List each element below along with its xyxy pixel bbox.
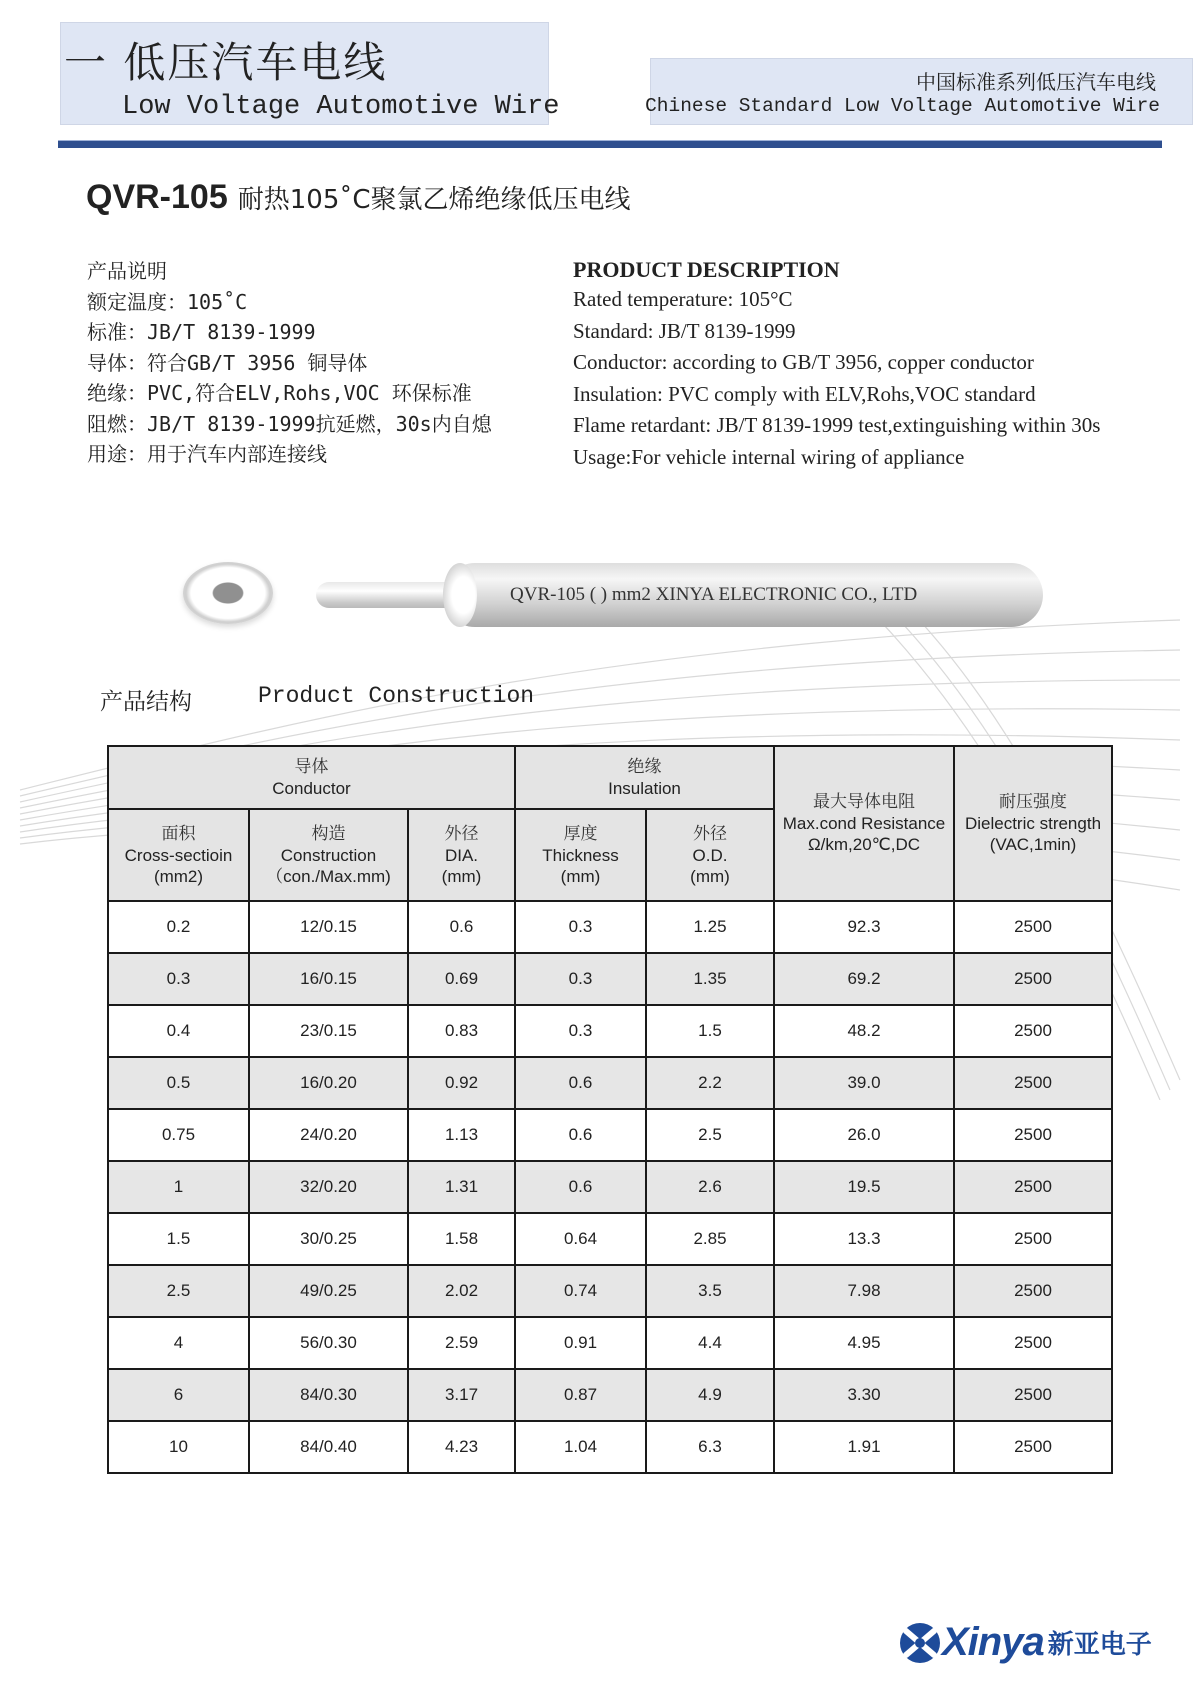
cell-thickness: 0.91: [515, 1317, 646, 1369]
cell-thickness: 0.6: [515, 1057, 646, 1109]
description-en-line: Conductor: according to GB/T 3956, copper conductor: [573, 350, 1034, 374]
cell-outer-dia: 6.3: [646, 1421, 774, 1473]
cell-construction: 16/0.20: [249, 1057, 408, 1109]
cell-conductor-dia: 2.02: [408, 1265, 515, 1317]
cell-dielectric-strength: 2500: [954, 953, 1112, 1005]
cell-construction: 32/0.20: [249, 1161, 408, 1213]
cell-cross-section: 1.5: [108, 1213, 249, 1265]
header-cross-section: [108, 809, 249, 901]
cell-outer-dia: 1.25: [646, 901, 774, 953]
cell-cross-section: 6: [108, 1369, 249, 1421]
cell-thickness: 0.87: [515, 1369, 646, 1421]
cell-thickness: 1.04: [515, 1421, 646, 1473]
header-group-insulation: [515, 746, 774, 809]
cell-dielectric-strength: 2500: [954, 901, 1112, 953]
description-cn-line: 标准：JB/T 8139-1999: [87, 320, 316, 344]
cell-max-resistance: 4.95: [774, 1317, 954, 1369]
cell-cross-section: 2.5: [108, 1265, 249, 1317]
cell-thickness: 0.64: [515, 1213, 646, 1265]
cell-max-resistance: 69.2: [774, 953, 954, 1005]
description-en: [573, 256, 1100, 473]
table-row: [108, 901, 1112, 953]
cell-conductor-dia: 2.59: [408, 1317, 515, 1369]
construction-heading-cn: 产品结构: [100, 689, 192, 715]
table-row: [108, 1317, 1112, 1369]
cell-construction: 49/0.25: [249, 1265, 408, 1317]
cell-max-resistance: 7.98: [774, 1265, 954, 1317]
cell-conductor-dia: 1.31: [408, 1161, 515, 1213]
description-cn: [87, 256, 492, 470]
description-en-line: Rated temperature: 105°C: [573, 287, 793, 311]
header-cn: 最大导体电阻: [813, 792, 915, 812]
header-en: Thickness: [542, 845, 619, 865]
header-cn: 绝缘: [627, 756, 662, 777]
header-rule: [58, 141, 1162, 148]
cell-dielectric-strength: 2500: [954, 1005, 1112, 1057]
cell-cross-section: 0.75: [108, 1109, 249, 1161]
specification-table-body: [108, 901, 1112, 1473]
header-conductor-dia: [408, 809, 515, 901]
cell-cross-section: 1: [108, 1161, 249, 1213]
cell-conductor-dia: 0.92: [408, 1057, 515, 1109]
header-dielectric-strength: [954, 746, 1112, 901]
header-en: Cross-sectioin: [124, 845, 233, 865]
wire-print-text: QVR-105 ( ) mm2 XINYA ELECTRONIC CO., LTD: [510, 584, 918, 605]
cell-construction: 84/0.40: [249, 1421, 408, 1473]
cell-dielectric-strength: 2500: [954, 1213, 1112, 1265]
cell-outer-dia: 2.6: [646, 1161, 774, 1213]
cell-cross-section: 0.3: [108, 953, 249, 1005]
cell-conductor-dia: 4.23: [408, 1421, 515, 1473]
cell-thickness: 0.3: [515, 953, 646, 1005]
cell-construction: 12/0.15: [249, 901, 408, 953]
logo-latin-text: Xinya: [942, 1620, 1044, 1664]
product-title-cn: 耐热105˚C聚氯乙烯绝缘低压电线: [237, 185, 631, 215]
header-unit: (VAC,1min): [989, 835, 1077, 854]
header-cn: 外径: [444, 823, 479, 844]
header-subtitle-en: Chinese Standard Low Voltage Automotive Wire: [645, 95, 1160, 117]
cell-max-resistance: 13.3: [774, 1213, 954, 1265]
wire-end-image: [443, 563, 477, 627]
cell-outer-dia: 1.35: [646, 953, 774, 1005]
cell-thickness: 0.6: [515, 1109, 646, 1161]
header-en: Construction: [280, 845, 377, 865]
header-cn: 导体: [294, 756, 329, 777]
table-row: [108, 1213, 1112, 1265]
cell-dielectric-strength: 2500: [954, 1265, 1112, 1317]
table-row: [108, 1369, 1112, 1421]
description-cn-line: 绝缘：PVC,符合ELV,Rohs,VOC 环保标准: [87, 381, 472, 405]
header-title-cn: 一 低压汽车电线: [64, 38, 388, 87]
header-en: DIA.: [444, 845, 479, 865]
cell-max-resistance: 3.30: [774, 1369, 954, 1421]
specification-table: [107, 745, 1113, 1474]
cell-cross-section: 0.5: [108, 1057, 249, 1109]
table-row: [108, 1161, 1112, 1213]
cell-max-resistance: 48.2: [774, 1005, 954, 1057]
cell-conductor-dia: 3.17: [408, 1369, 515, 1421]
header-group-conductor: [108, 746, 515, 809]
cell-max-resistance: 19.5: [774, 1161, 954, 1213]
header-en: Insulation: [608, 778, 681, 798]
table-row: [108, 1421, 1112, 1473]
table-row: [108, 1265, 1112, 1317]
header-en: Conductor: [272, 778, 351, 798]
cell-cross-section: 0.2: [108, 901, 249, 953]
header-cn: 构造: [311, 823, 346, 844]
cell-construction: 84/0.30: [249, 1369, 408, 1421]
header-unit: Ω/km,20℃,DC: [807, 835, 921, 854]
cell-outer-dia: 3.5: [646, 1265, 774, 1317]
table-row: [108, 953, 1112, 1005]
header-en: Dielectric strength: [964, 814, 1102, 833]
description-en-heading: PRODUCT DESCRIPTION: [573, 257, 840, 282]
header-unit: （con./Max.mm): [266, 866, 391, 886]
cell-construction: 16/0.15: [249, 953, 408, 1005]
cell-conductor-dia: 0.6: [408, 901, 515, 953]
cell-construction: 24/0.20: [249, 1109, 408, 1161]
product-model: QVR-105: [86, 178, 228, 216]
cell-construction: 23/0.15: [249, 1005, 408, 1057]
header-en: O.D.: [692, 845, 728, 865]
cell-dielectric-strength: 2500: [954, 1317, 1112, 1369]
cell-dielectric-strength: 2500: [954, 1369, 1112, 1421]
header-title-en: Low Voltage Automotive Wire: [122, 92, 560, 122]
cell-cross-section: 10: [108, 1421, 249, 1473]
cell-outer-dia: 4.4: [646, 1317, 774, 1369]
cell-conductor-dia: 1.13: [408, 1109, 515, 1161]
xinya-logo: [898, 1620, 1152, 1665]
wire-cross-section-image: [183, 562, 273, 624]
table-row: [108, 1005, 1112, 1057]
header-outer-dia: [646, 809, 774, 901]
cell-cross-section: 4: [108, 1317, 249, 1369]
header-unit: (mm): [441, 866, 482, 886]
header-cn: 厚度: [563, 823, 598, 844]
header-unit: (mm2): [153, 866, 204, 886]
description-en-line: Standard: JB/T 8139-1999: [573, 318, 796, 343]
header-unit: (mm): [560, 866, 601, 886]
cell-dielectric-strength: 2500: [954, 1161, 1112, 1213]
cell-thickness: 0.6: [515, 1161, 646, 1213]
cell-max-resistance: 92.3: [774, 901, 954, 953]
description-cn-line: 额定温度：105˚C: [87, 289, 248, 314]
cell-cross-section: 0.4: [108, 1005, 249, 1057]
cell-outer-dia: 2.2: [646, 1057, 774, 1109]
cell-construction: 56/0.30: [249, 1317, 408, 1369]
description-cn-line: 导体：符合GB/T 3956 铜导体: [87, 350, 368, 375]
cell-conductor-dia: 0.83: [408, 1005, 515, 1057]
cell-dielectric-strength: 2500: [954, 1057, 1112, 1109]
cell-dielectric-strength: 2500: [954, 1109, 1112, 1161]
cell-outer-dia: 2.5: [646, 1109, 774, 1161]
description-cn-heading: 产品说明: [87, 259, 167, 283]
product-title: [86, 178, 631, 217]
cell-conductor-dia: 0.69: [408, 953, 515, 1005]
construction-heading-en: Product Construction: [258, 683, 535, 709]
description-en-line: Flame retardant: JB/T 8139-1999 test,extinguishing within 30s: [573, 413, 1101, 437]
description-en-line: Insulation: PVC comply with ELV,Rohs,VOC standard: [573, 381, 1036, 406]
xinya-logo-mark-icon: [898, 1621, 942, 1665]
header-subtitle-cn: 中国标准系列低压汽车电线: [916, 70, 1156, 94]
description-en-line: Usage:For vehicle internal wiring of appliance: [573, 444, 965, 469]
cell-max-resistance: 39.0: [774, 1057, 954, 1109]
cell-dielectric-strength: 2500: [954, 1421, 1112, 1473]
header-cn: 外径: [693, 823, 727, 844]
cell-max-resistance: 26.0: [774, 1109, 954, 1161]
table-row: [108, 1109, 1112, 1161]
cell-thickness: 0.3: [515, 1005, 646, 1057]
cell-outer-dia: 1.5: [646, 1005, 774, 1057]
description-cn-line: 用途：用于汽车内部连接线: [87, 442, 327, 466]
cell-max-resistance: 1.91: [774, 1421, 954, 1473]
header-cn: 耐压强度: [999, 792, 1067, 812]
cell-conductor-dia: 1.58: [408, 1213, 515, 1265]
header-construction: [249, 809, 408, 901]
header-max-resistance: [774, 746, 954, 901]
table-row: [108, 1057, 1112, 1109]
cell-outer-dia: 2.85: [646, 1213, 774, 1265]
header-en: Max.cond Resistance: [782, 814, 946, 833]
header-thickness: [515, 809, 646, 901]
cell-outer-dia: 4.9: [646, 1369, 774, 1421]
cell-construction: 30/0.25: [249, 1213, 408, 1265]
logo-cn-text: 新亚电子: [1047, 1630, 1152, 1660]
cell-thickness: 0.74: [515, 1265, 646, 1317]
description-cn-line: 阻燃：JB/T 8139-1999抗延燃，30s内自熄: [87, 411, 492, 436]
cell-thickness: 0.3: [515, 901, 646, 953]
header-unit: (mm): [690, 866, 730, 886]
header-cn: 面积: [161, 823, 196, 844]
